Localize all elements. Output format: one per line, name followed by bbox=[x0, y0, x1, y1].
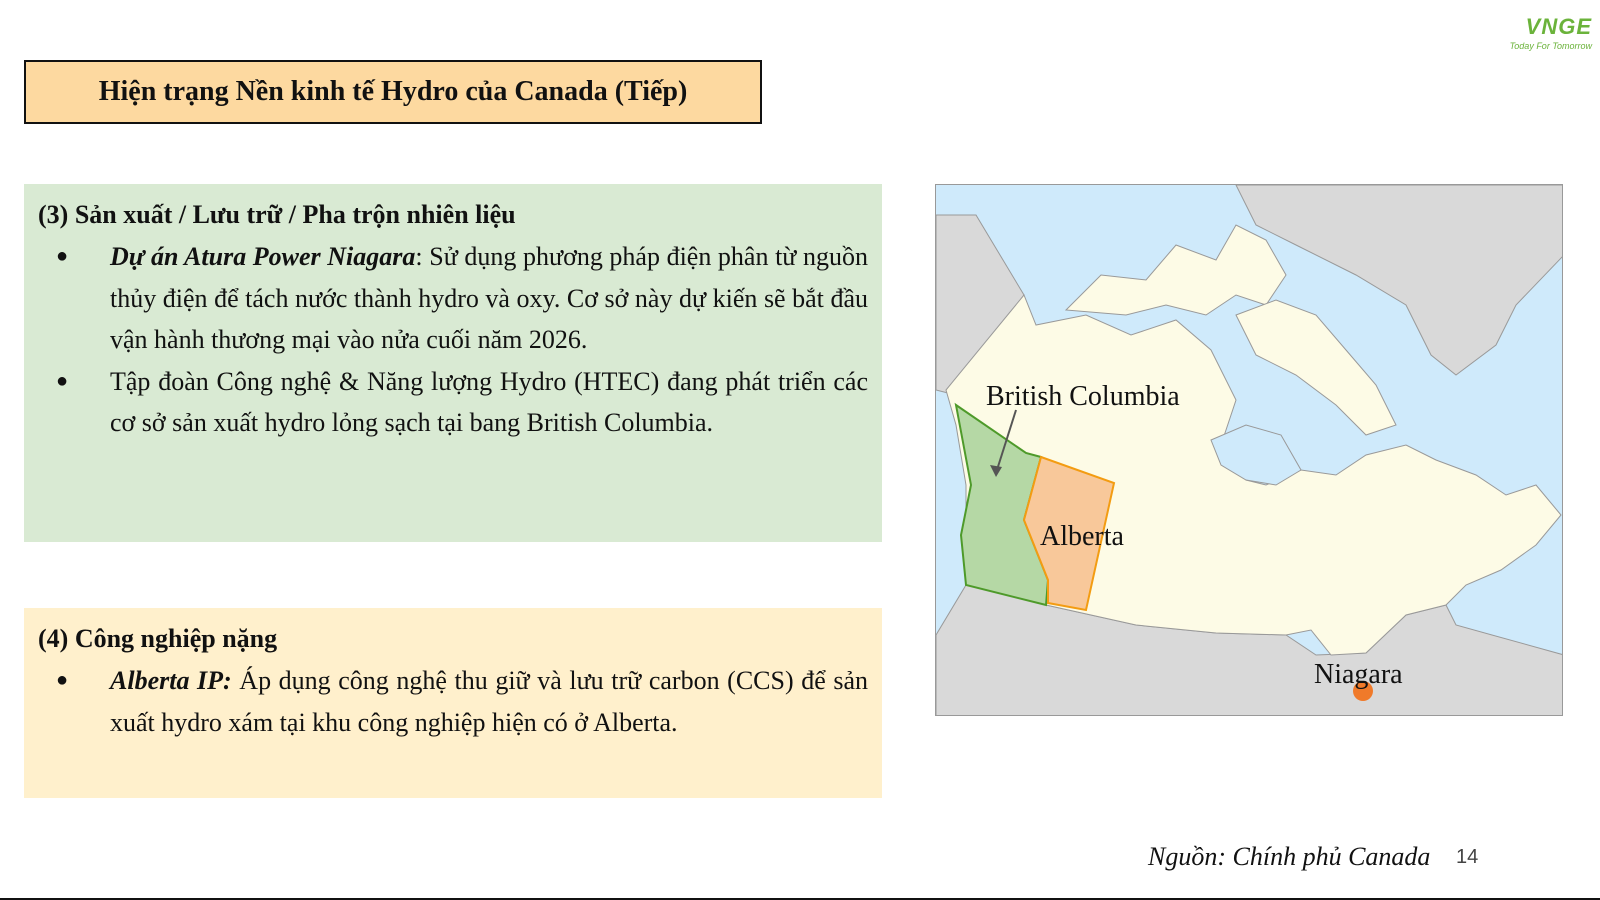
section-production-panel bbox=[24, 184, 882, 542]
bullet-dot: ● bbox=[56, 245, 69, 267]
section-production-heading: (3) Sản xuất / Lưu trữ / Pha trộn nhiên liệu bbox=[38, 200, 516, 229]
list-item bbox=[38, 660, 868, 743]
vnge-logo bbox=[1472, 14, 1592, 62]
project-name: Dự án Atura Power Niagara bbox=[110, 242, 416, 271]
list-item-text: Áp dụng công nghệ thu giữ và lưu trữ carbon (CCS) để sản xuất hydro xám tại khu công nghiệp hiện có ở Alberta. bbox=[110, 666, 868, 737]
list-item bbox=[38, 361, 868, 444]
slide-title: Hiện trạng Nền kinh tế Hydro của Canada (Tiếp) bbox=[98, 76, 688, 107]
list-item-text: Tập đoàn Công nghệ & Năng lượng Hydro (HTEC) đang phát triển các cơ sở sản xuất hydro lỏng sạch tại bang British Columbia. bbox=[110, 366, 868, 437]
map-label-alberta: Alberta bbox=[1040, 521, 1124, 552]
bullet-dot: ● bbox=[56, 369, 69, 392]
logo-mark: VNGE bbox=[1525, 14, 1592, 39]
map-label-british-columbia: British Columbia bbox=[986, 381, 1180, 412]
section-heavy-industry-list bbox=[38, 660, 868, 743]
map-label-niagara: Niagara bbox=[1314, 659, 1403, 690]
list-item-text: : Sử dụng phương pháp điện phân từ nguồn thủy điện để tách nước thành hydro và oxy. Cơ sở này dự kiến sẽ bắt đầu vận hành thương mại vào nửa cuối năm 2026. bbox=[110, 242, 868, 354]
canada-map bbox=[935, 184, 1563, 716]
section-heavy-industry-heading: (4) Công nghiệp nặng bbox=[38, 624, 278, 653]
list-item bbox=[38, 236, 868, 361]
logo-tagline: Today For Tomorrow bbox=[1509, 41, 1592, 51]
bullet-dot: ● bbox=[56, 669, 69, 691]
page-number: 14 bbox=[1456, 846, 1479, 868]
source-citation: Nguồn: Chính phủ Canada bbox=[1148, 842, 1431, 871]
section-production-list bbox=[38, 236, 868, 444]
section-heavy-industry-panel bbox=[24, 608, 882, 798]
canada-map-svg bbox=[936, 185, 1563, 716]
slide-title-box bbox=[24, 60, 762, 124]
project-name: Alberta IP: bbox=[110, 666, 232, 695]
